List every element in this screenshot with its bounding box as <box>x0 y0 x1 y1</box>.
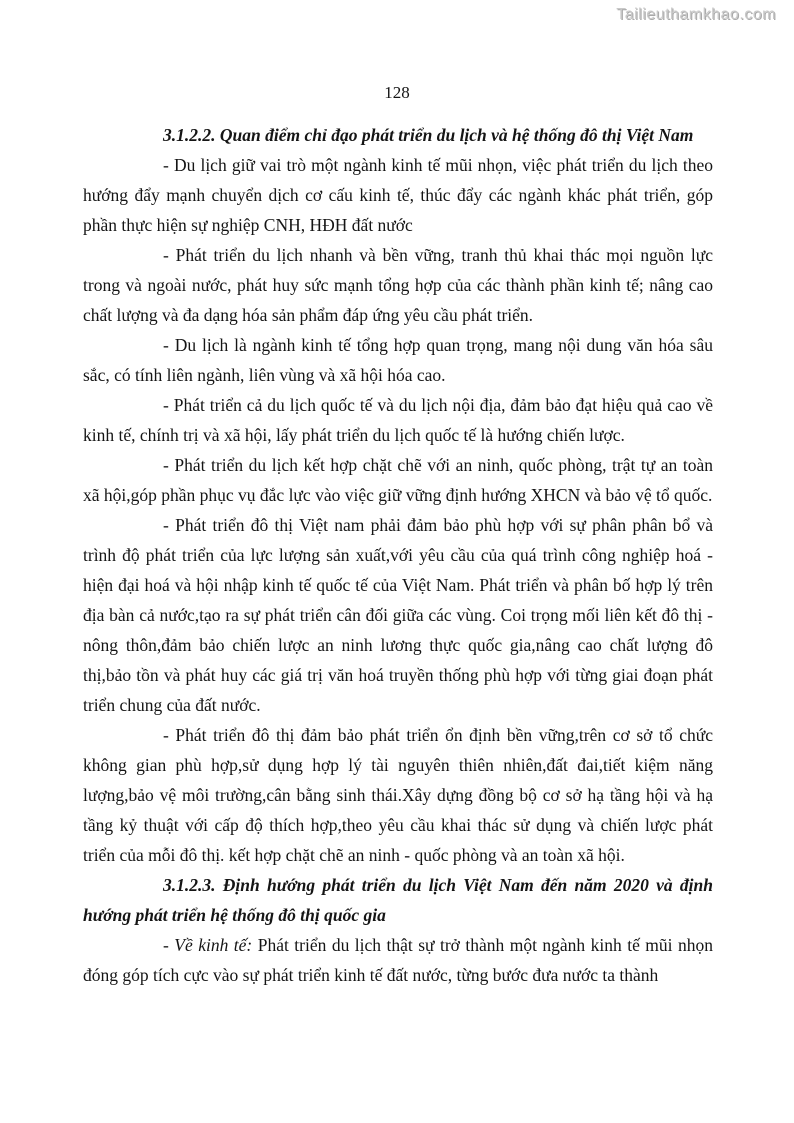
paragraph-fast-sustainable-development: - Phát triển du lịch nhanh và bền vững, tranh thủ khai thác mọi nguồn lực trong và ngoài nước, phát huy sức mạnh tổng hợp của các thành phần kinh tế; nâng cao chất lượng và đa dạng hóa sản phẩm đáp ứng yêu cầu phát triển. <box>83 245 713 325</box>
document-body <box>83 120 713 990</box>
paragraph-tourism-composite-economy: - Du lịch là ngành kinh tế tổng hợp quan trọng, mang nội dung văn hóa sâu sắc, có tính liên ngành, liên vùng và xã hội hóa cao. <box>83 335 713 385</box>
section-heading-3-1-2-3: 3.1.2.3. Định hướng phát triển du lịch Việt Nam đến năm 2020 và định hướng phát triển hệ thống đô thị quốc gia <box>83 875 713 925</box>
economy-lead-text: Phát triển du lịch thật sự trở thành một ngành kinh tế mũi nhọn đóng góp tích cực vào sự phát triển kinh tế đất nước, từng bước đưa nước ta thành <box>83 935 713 985</box>
paragraph-economy-orientation <box>83 930 713 990</box>
economy-lead-label: - Về kinh tế: <box>163 935 253 955</box>
watermark-site-name: Tailieuthamkhao.com <box>616 6 776 23</box>
paragraph-urban-stability: - Phát triển đô thị đảm bảo phát triển ổn định bền vững,trên cơ sở tổ chức không gian phù hợp,sử dụng hợp lý tài nguyên thiên nhiên,đất đai,tiết kiệm năng lượng,bảo vệ môi trường,cân bằng sinh thái.Xây dựng đồng bộ cơ sở hạ tầng hội và hạ tầng kỷ thuật với cấp độ thích hợp,theo yêu cầu khai thác sử dụng và chiến lược phát triển của mỗi đô thị. kết hợp chặt chẽ an ninh - quốc phòng và an toàn xã hội. <box>83 725 713 865</box>
paragraph-international-domestic-tourism: - Phát triển cả du lịch quốc tế và du lịch nội địa, đảm bảo đạt hiệu quả cao về kinh tế, chính trị và xã hội, lấy phát triển du lịch quốc tế là hướng chiến lược. <box>83 395 713 445</box>
section-heading-3-1-2-2: 3.1.2.2. Quan điểm chỉ đạo phát triển du lịch và hệ thống đô thị Việt Nam <box>163 125 694 145</box>
paragraph-tourism-role: - Du lịch giữ vai trò một ngành kinh tế mũi nhọn, việc phát triển du lịch theo hướng đẩy mạnh chuyển dịch cơ cấu kinh tế, thúc đẩy các ngành khác phát triển, góp phần thực hiện sự nghiệp CNH, HĐH đất nước <box>83 155 713 235</box>
paragraph-security-defense: - Phát triển du lịch kết hợp chặt chẽ với an ninh, quốc phòng, trật tự an toàn xã hội,góp phần phục vụ đắc lực vào việc giữ vững định hướng XHCN và bảo vệ tổ quốc. <box>83 455 713 505</box>
page-number: 128 <box>384 83 410 102</box>
paragraph-urban-development-distribution: - Phát triển đô thị Việt nam phải đảm bảo phù hợp với sự phân phân bổ và trình độ phát triển của lực lượng sản xuất,với yêu cầu của quá trình công nghiệp hoá - hiện đại hoá và hội nhập kinh tế quốc tế của Việt Nam. Phát triển và phân bố hợp lý trên địa bàn cả nước,tạo ra sự phát triển cân đối giữa các vùng. Coi trọng mối liên kết đô thị - nông thôn,đảm bảo chiến lược an ninh lương thực quốc gia,nâng cao chất lượng đô thị,bảo tồn và phát huy các giá trị văn hoá truyền thống phù hợp với từng giai đoạn phát triển chung của đất nước. <box>83 515 713 715</box>
